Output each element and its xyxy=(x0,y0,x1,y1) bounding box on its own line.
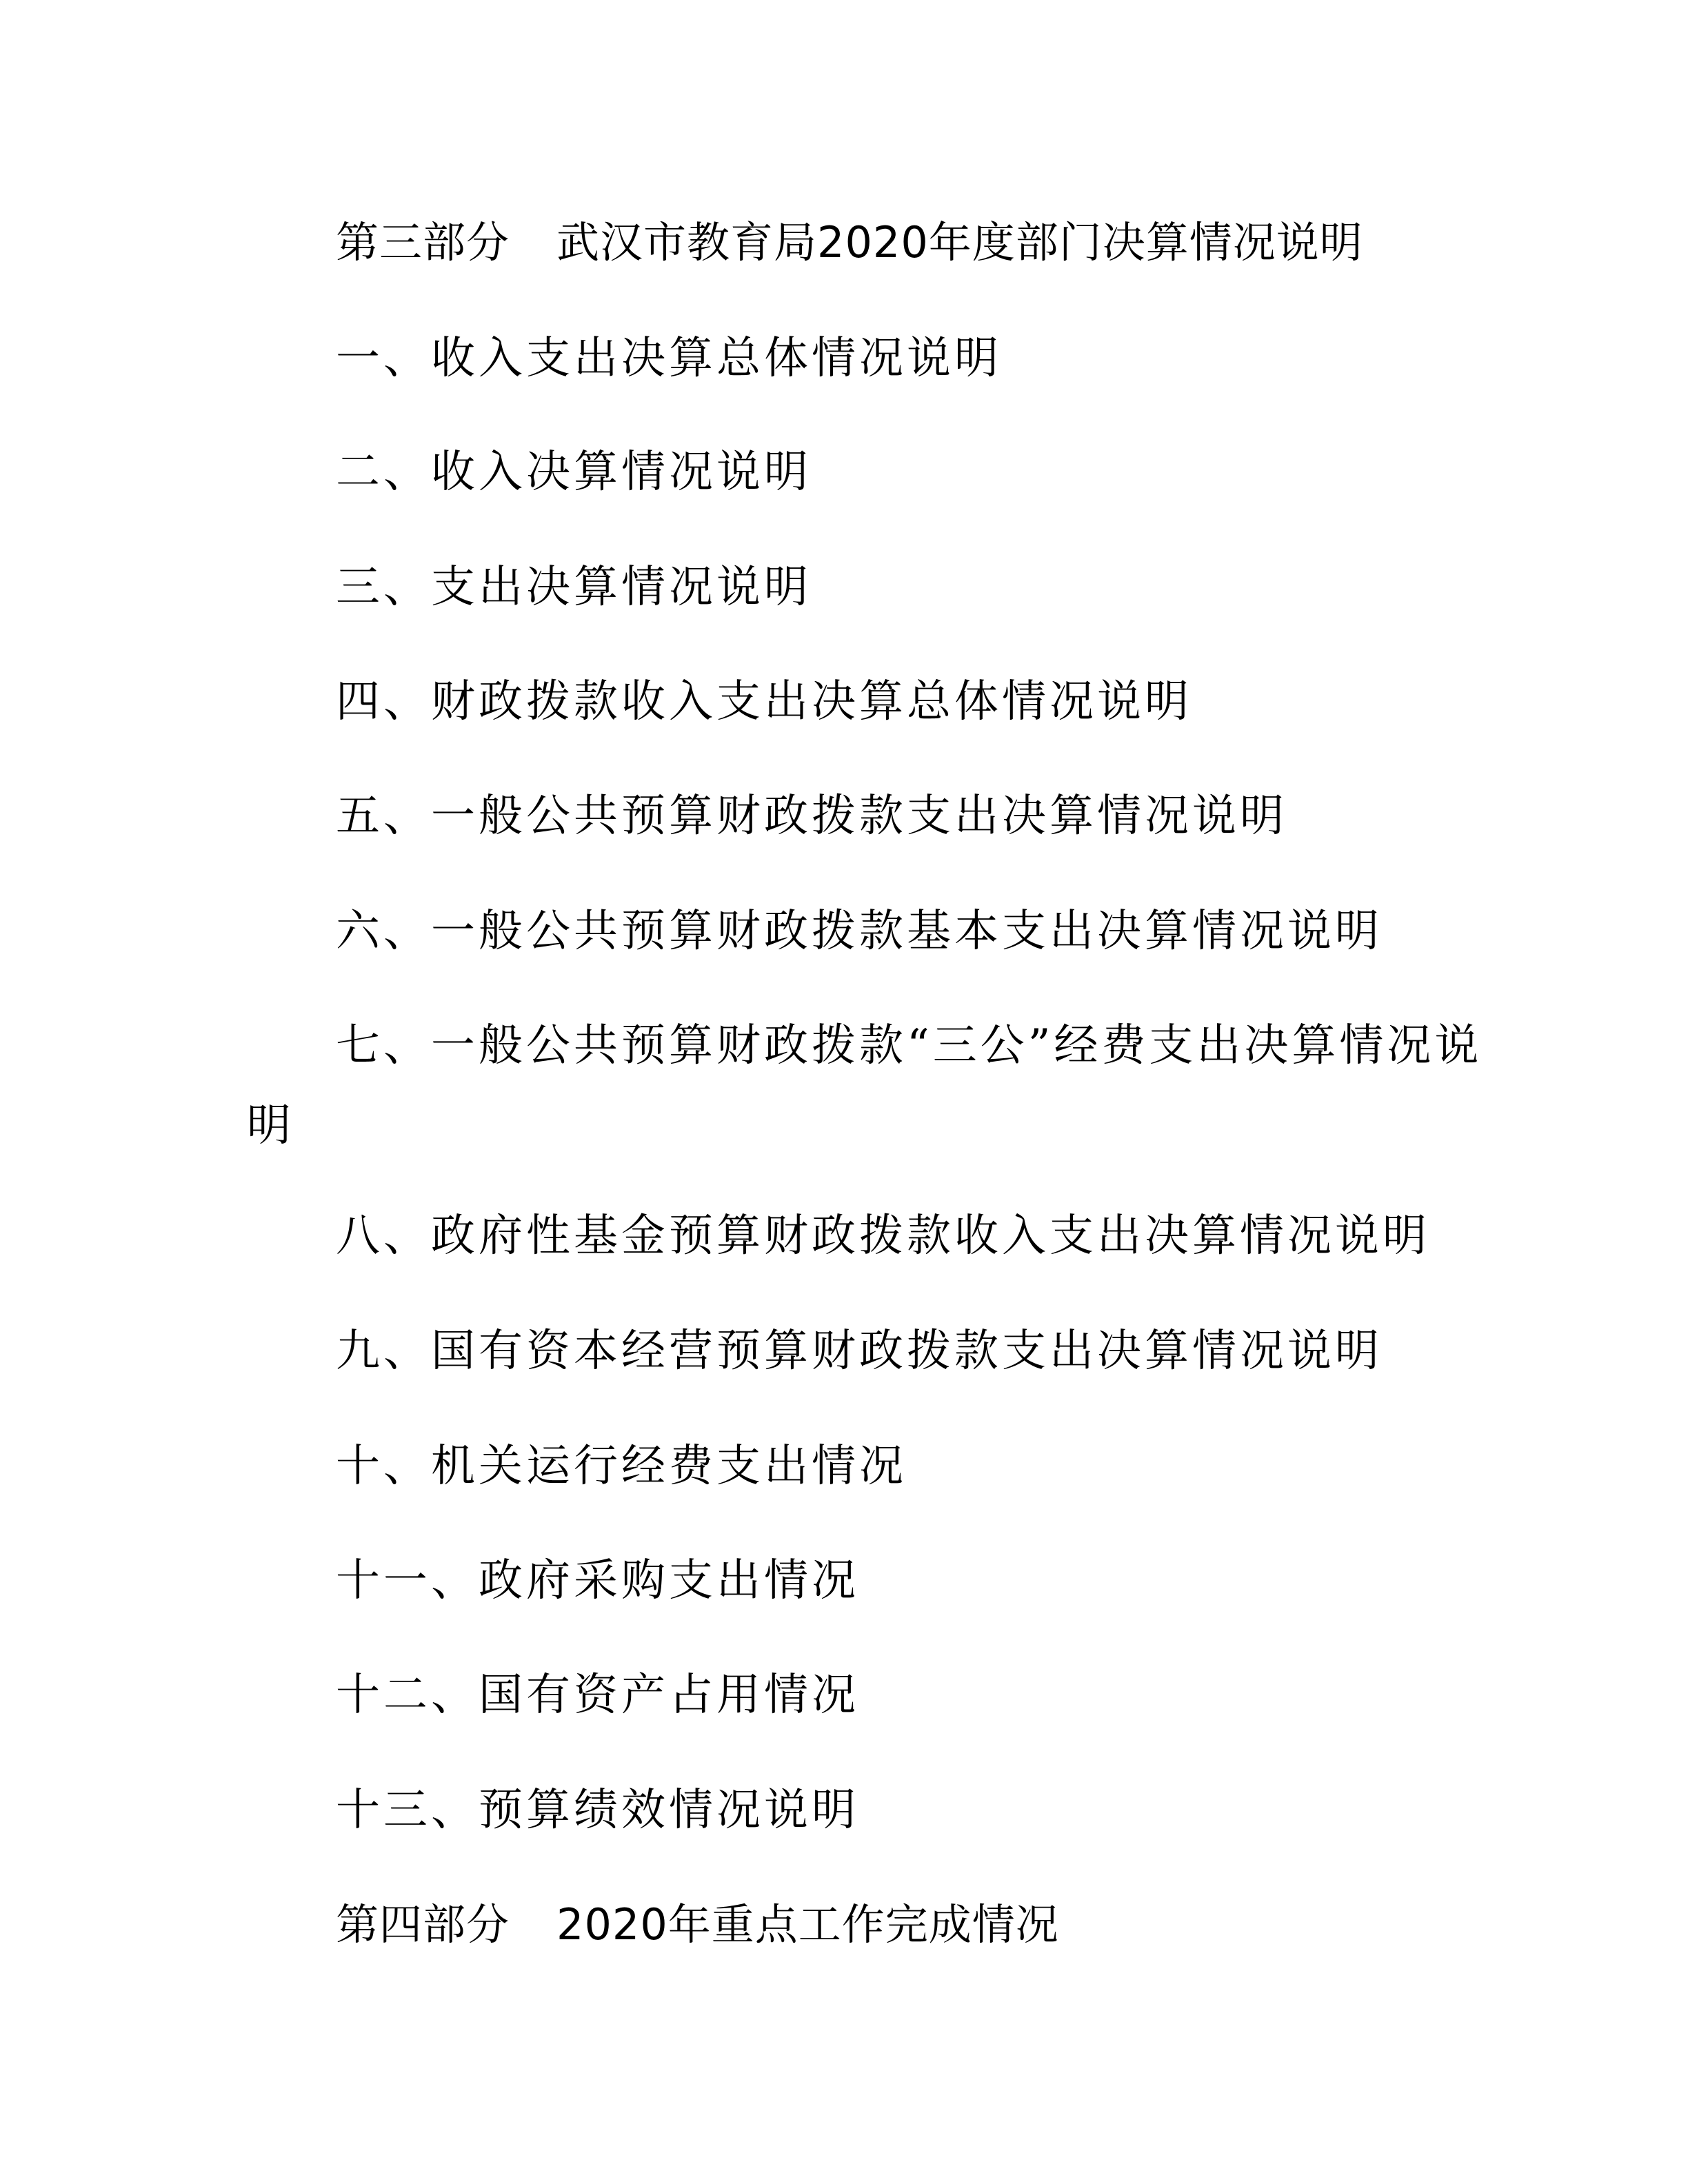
toc-item-7-continued: 明 xyxy=(247,1100,294,1151)
part-3-heading xyxy=(336,215,1363,270)
toc-item-10: 十、机关运行经费支出情况 xyxy=(336,1441,907,1492)
toc-item-1: 一、收入支出决算总体情况说明 xyxy=(336,333,1002,384)
toc-item-7: 七、一般公共预算财政拨款“三公”经费支出决算情况说 xyxy=(336,1020,1483,1071)
toc-item-12: 十二、国有资产占用情况 xyxy=(336,1670,859,1721)
toc-item-5: 五、一般公共预算财政拨款支出决算情况说明 xyxy=(336,791,1287,842)
toc-item-2: 二、收入决算情况说明 xyxy=(336,447,812,498)
part-4-heading xyxy=(336,1897,1059,1952)
toc-item-11: 十一、政府采购支出情况 xyxy=(336,1555,859,1606)
part-4-title: 2020年重点工作完成情况 xyxy=(556,1899,1059,1950)
part-3-label: 第三部分 xyxy=(336,217,510,267)
toc-item-8: 八、政府性基金预算财政拨款收入支出决算情况说明 xyxy=(336,1211,1430,1262)
part-4-label: 第四部分 xyxy=(336,1899,510,1950)
toc-item-3: 三、支出决算情况说明 xyxy=(336,562,812,613)
toc-item-6: 六、一般公共预算财政拨款基本支出决算情况说明 xyxy=(336,906,1383,957)
toc-item-4: 四、财政拨款收入支出决算总体情况说明 xyxy=(336,676,1192,727)
toc-item-13: 十三、预算绩效情况说明 xyxy=(336,1785,859,1836)
part-3-title: 武汉市教育局2020年度部门决算情况说明 xyxy=(556,217,1363,267)
toc-item-9: 九、国有资本经营预算财政拨款支出决算情况说明 xyxy=(336,1326,1383,1377)
